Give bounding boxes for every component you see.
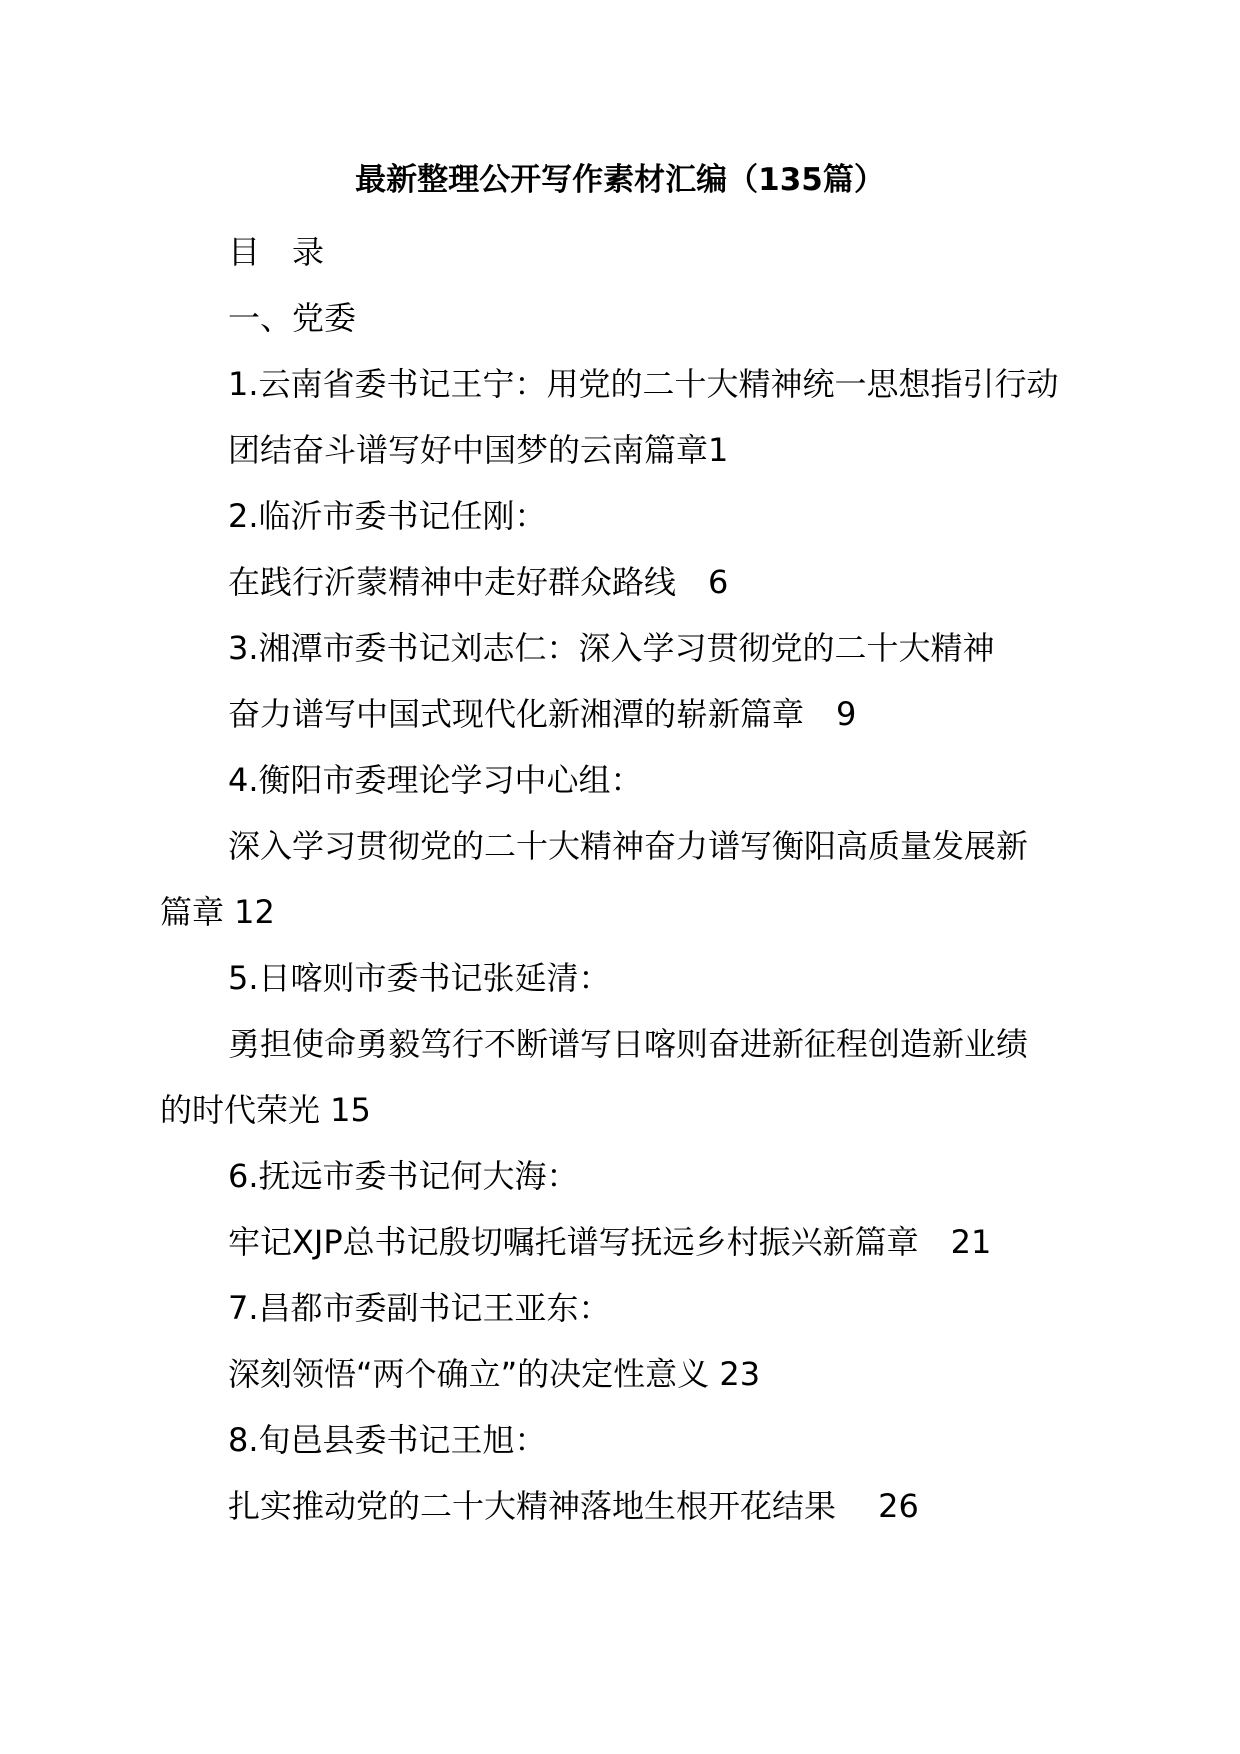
toc-entry-line: 牢记XJP总书记殷切嘱托谱写抚远乡村振兴新篇章 21: [228, 1223, 992, 1261]
section-heading: 一、党委: [228, 299, 357, 337]
toc-heading: 目 录: [228, 233, 325, 271]
toc-entry-line: 在践行沂蒙精神中走好群众路线 6: [228, 563, 729, 601]
toc-entry-line: 扎实推动党的二十大精神落地生根开花结果 26: [228, 1487, 919, 1525]
toc-entry-line: 8.旬邑县委书记王旭：: [228, 1421, 547, 1459]
toc-entry-line: 深刻领悟“两个确立”的决定性意义 23: [228, 1355, 761, 1393]
toc-entry-line: 7.昌都市委副书记王亚东：: [228, 1289, 611, 1327]
toc-entry-line: 2.临沂市委书记任刚：: [228, 497, 547, 535]
toc-entry-line: 6.抚远市委书记何大海：: [228, 1157, 579, 1195]
toc-entry-line: 深入学习贯彻党的二十大精神奋力谱写衡阳高质量发展新: [228, 827, 1029, 865]
toc-entry-line: 5.日喀则市委书记张延清：: [228, 959, 611, 997]
toc-entry-line: 4.衡阳市委理论学习中心组：: [228, 761, 643, 799]
toc-entry-line: 奋力谱写中国式现代化新湘潭的崭新篇章 9: [228, 695, 857, 733]
toc-entry-line: 篇章 12: [160, 893, 275, 931]
toc-entry-line: 的时代荣光 15: [160, 1091, 371, 1129]
toc-entry-line: 团结奋斗谱写好中国梦的云南篇章1: [228, 431, 729, 469]
toc-entry-line: 勇担使命勇毅笃行不断谱写日喀则奋进新征程创造新业绩: [228, 1025, 1029, 1063]
toc-entry-line: 3.湘潭市委书记刘志仁：深入学习贯彻党的二十大精神: [228, 629, 995, 667]
document-title: 最新整理公开写作素材汇编（135篇）: [355, 162, 885, 198]
toc-entry-line: 1.云南省委书记王宁：用党的二十大精神统一思想指引行动: [228, 365, 1059, 403]
